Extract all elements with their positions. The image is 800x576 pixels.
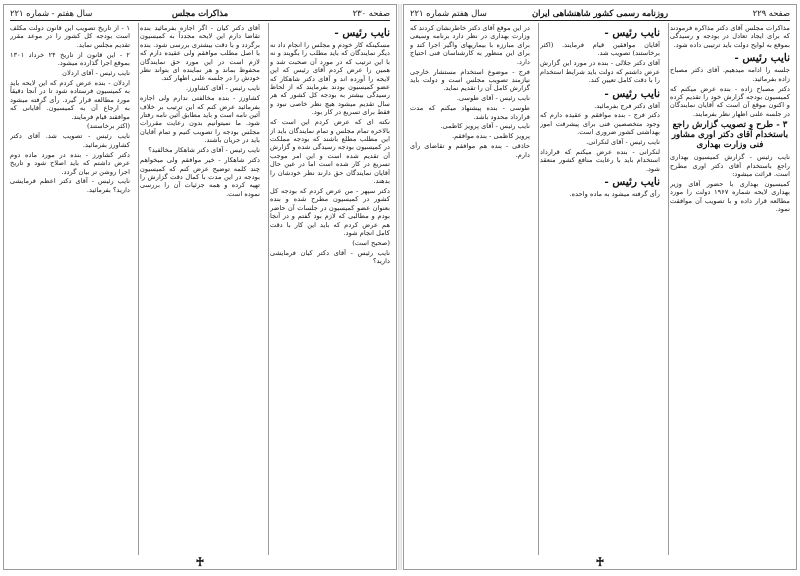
speaker-heading: نایب رئیس - <box>604 27 660 39</box>
paragraph: نایب رئیس - آقای دکتر شاهکار مخالفید؟ <box>148 146 260 155</box>
right-column-divider <box>538 23 539 555</box>
paragraph: نایب رئیس - آقای دکتر اعظم فرمایشی دارید؟ بفرمائید. <box>10 177 130 194</box>
section-heading: ۳ - طرح و تصویب گزارش راجع باستخدام آقای دکتر اوری مشاور فنی وزارت بهداری <box>671 120 789 151</box>
right-page-issue: سال هفتم شماره ۲۲۱ <box>410 8 487 18</box>
right-column-3 <box>410 24 530 555</box>
paragraph: نکته ای که عرض کردم این است که بالاخره تمام مجلس و تمام نمایندگان باید از این مطلب مطلع باشند که بودجه مملکت در کمیسیون بودجه رسیدگی شده و گزارش آن تقدیم شده است و این امر موجب تسریع در کار شده است اما در عین حال آقایان نمایندگان حق دارند نظر خودشان را بدهند. <box>270 118 390 185</box>
left-column-divider <box>138 23 139 555</box>
right-column-1 <box>670 24 790 555</box>
right-footer-mark: ♰ <box>595 555 605 569</box>
paragraph: آقایان موافقین قیام فرمایند. (اکثر برخاستند) تصویب شد. <box>540 41 660 58</box>
paragraph: نایب رئیس - تصویب شد. آقای دکتر کشاورز بفرمائید. <box>10 132 130 149</box>
right-column-divider <box>668 23 669 555</box>
right-page <box>403 4 797 570</box>
paragraph: فرج - موضوع استخدام مستشار خارجی نیازمند تصویب مجلس است و دولت باید گزارش کامل آن را تقدیم نماید. <box>410 67 530 93</box>
paragraph: لنکرانی - بنده عرض میکنم که قرارداد استخدام باید با رعایت منافع کشور منعقد شود. <box>540 148 660 173</box>
left-column-1 <box>270 24 390 555</box>
left-column-divider <box>268 23 269 555</box>
paragraph: ۲ - این قانون از تاریخ ۲۴ خرداد ۱۳۰۱ بموقع اجرا گذارده میشود. <box>10 50 130 68</box>
right-page-header <box>410 7 790 19</box>
paragraph: در این موقع آقای دکتر خاطرنشان کردند که وزارت بهداری در نظر دارد برنامه وسیعی برای مبارزه با بیماریهای واگیر اجرا کند و برای این منظور به کارشناسان فنی احتیاج دارد. <box>410 24 530 66</box>
speaker-heading: نایب رئیس - <box>334 27 390 39</box>
paragraph: نایب رئیس - آقای لنکرانی. <box>586 138 660 147</box>
speaker-heading: نایب رئیس - <box>604 176 660 189</box>
paragraph: نایب رئیس - گزارش کمیسیون بهداری راجع باستخدام آقای دکتر اوری مطرح است. قرائت میشود: <box>670 153 790 178</box>
left-footer-mark: ♰ <box>195 555 205 569</box>
paragraph: مسکینکه کار خودم و مجلس را انجام داد نه دیگر نمایندگان که باید مطلب را بگویند و نه با این ترتیب که در مورد آن صحبت شد و همین را عرض کردم آقای رئیس که این لایحه را آورده اند و آقای دکتر شاهکار که عضو کمیسیون بودند بفرمایند که از لحاظ رسیدگی بیشتر به بودجه کل کشور که هر سال تقدیم میشود هیچ نظر خاصی نبود و فقط برای تسریع در کار بود. <box>270 41 390 117</box>
paragraph: رأی گرفته میشود به ماده واحده. <box>569 190 660 199</box>
paragraph: نایب رئیس - آقای پرویز کاظمی. <box>440 122 530 131</box>
paragraph: دکتر مصباح زاده - بنده عرض میکنم که کمیسیون بودجه گزارش خود را تقدیم کرده و اکنون موقع آن است که آقایان نمایندگان در جلسه علنی اظهار نظر بفرمایند. <box>670 84 790 118</box>
paragraph: نایب رئیس - آقای کشاورز. <box>185 84 260 93</box>
paragraph: دکتر فرج - بنده موافقم و عقیده دارم که وجود متخصصین فنی برای پیشرفت امور بهداشتی کشور ضروری است. <box>540 111 660 137</box>
left-page-title: مذاکرات مجلس <box>171 8 229 18</box>
left-page-issue: سال هفتم - شماره ۲۲۱ <box>10 8 93 18</box>
paragraph: جلسه را ادامه میدهیم. آقای دکتر مصباح زاده بفرمائید. <box>670 66 790 83</box>
paragraph: پرویز کاظمی - بنده موافقم. <box>451 132 530 141</box>
paragraph: مذاکرات مجلس آقای دکتر مذاکره فرمودند که برای ایجاد تعادل در بودجه و رسیدگی بموقع به لوایح دولت باید ترتیبی داده شود. <box>670 24 790 49</box>
paragraph: اردلان - بنده عرض کردم که این لایحه باید به کمیسیون فرستاده شود تا در آنجا دقیقاً مورد مطالعه قرار گیرد. رأی گرفته میشود به ارجاع آن به کمیسیون. آقایانی که موافقند قیام فرمایند. <box>10 78 130 121</box>
book-gutter <box>398 4 402 570</box>
speaker-heading: نایب رئیس - <box>734 52 790 65</box>
paragraph: آقای دکتر جلالی - بنده در مورد این گزارش عرض داشتم که دولت باید شرایط استخدام را با دقت کامل تعیین کند. <box>540 59 660 85</box>
right-page-title: روزنامه رسمی کشور شاهنشاهی ایران <box>531 8 669 18</box>
paragraph: کمیسیون بهداری با حضور آقای وزیر بهداری لایحه شماره ۱۹۶۷ دولت را مورد مطالعه قرار داده و با تصویب آن موافقت نمود. <box>670 179 790 214</box>
paragraph: ۱ - از تاریخ تصویب این قانون دولت مکلف است بودجه کل کشور را در موعد مقرر تقدیم مجلس نماید. <box>10 24 130 49</box>
paragraph: نایب رئیس - آقای دکتر کیان فرمایشی دارید؟ <box>270 248 390 266</box>
left-column-3 <box>10 24 130 555</box>
right-column-2 <box>540 24 660 555</box>
speaker-heading: نایب رئیس - <box>604 87 660 100</box>
paragraph: آقای دکتر فرج بفرمائید. <box>594 101 660 110</box>
paragraph: نایب رئیس - آقای اردلان <box>62 69 130 78</box>
left-page <box>3 4 397 570</box>
paragraph: حاذقی - بنده هم موافقم و تقاضای رأی دارم. <box>410 142 530 159</box>
paragraph: دکتر شاهکار - خیر موافقم ولی میخواهم چند کلمه توضیح عرض کنم که کمیسیون بودجه در این مدت با کمال دقت گزارش را تهیه کرده و همه جزئیات آن را بررسی نموده است. <box>140 156 260 198</box>
paragraph: دکتر کشاورز - بنده در مورد ماده دوم عرض داشتم که باید اصلاح شود و تاریخ اجرا روشن تر بیان گردد. <box>10 150 130 176</box>
paragraph: طوسی - بنده پیشنهاد میکنم که مدت قرارداد محدود باشد. <box>410 104 530 121</box>
right-page-number: صفحه ۲۲۹ <box>752 8 790 18</box>
paragraph: آقای دکتر کیان - اگر اجازه بفرمائید بنده تقاضا دارم این لایحه مجدداً به کمیسیون برگردد و با دقت بیشتری بررسی شود. بنده با اصل مطلب موافقم ولی عقیده دارم که لازم است در این مورد حق نمایندگان محفوظ بماند و هر نماینده ای بتواند نظر خودش را در جلسه علنی اظهار کند. <box>140 24 260 83</box>
left-page-header <box>10 7 390 19</box>
left-page-number: صفحه ۲۳۰ <box>352 8 390 18</box>
left-header-rule <box>10 20 390 21</box>
paragraph: کشاورز - بنده مخالفتی ندارم ولی اجازه بفرمائید عرض کنم که این ترتیب بر خلاف آئین نامه است و باید مطابق آئین نامه رفتار شود. ما نمیتوانیم بدون رعایت مقررات مجلس بودجه را تصویب کنیم و تمام آقایان باید در جریان باشند. <box>140 94 260 145</box>
paragraph: (صحیح است) <box>352 238 390 247</box>
paragraph: (اکثر برخاستند) <box>87 122 130 131</box>
left-column-2 <box>140 24 260 555</box>
paragraph: نایب رئیس - آقای طوسی. <box>456 94 530 103</box>
paragraph: دکتر سپهر - من عرض کردم که بودجه کل کشور در کمیسیون مطرح شده و بنده بعنوان عضو کمیسیون در جلسات آن حاضر بودم و مطالبی که لازم بود گفتم و در آنجا هم عرض کردم که باید این کار با دقت کامل انجام شود. <box>270 186 390 237</box>
right-header-rule <box>410 20 790 21</box>
